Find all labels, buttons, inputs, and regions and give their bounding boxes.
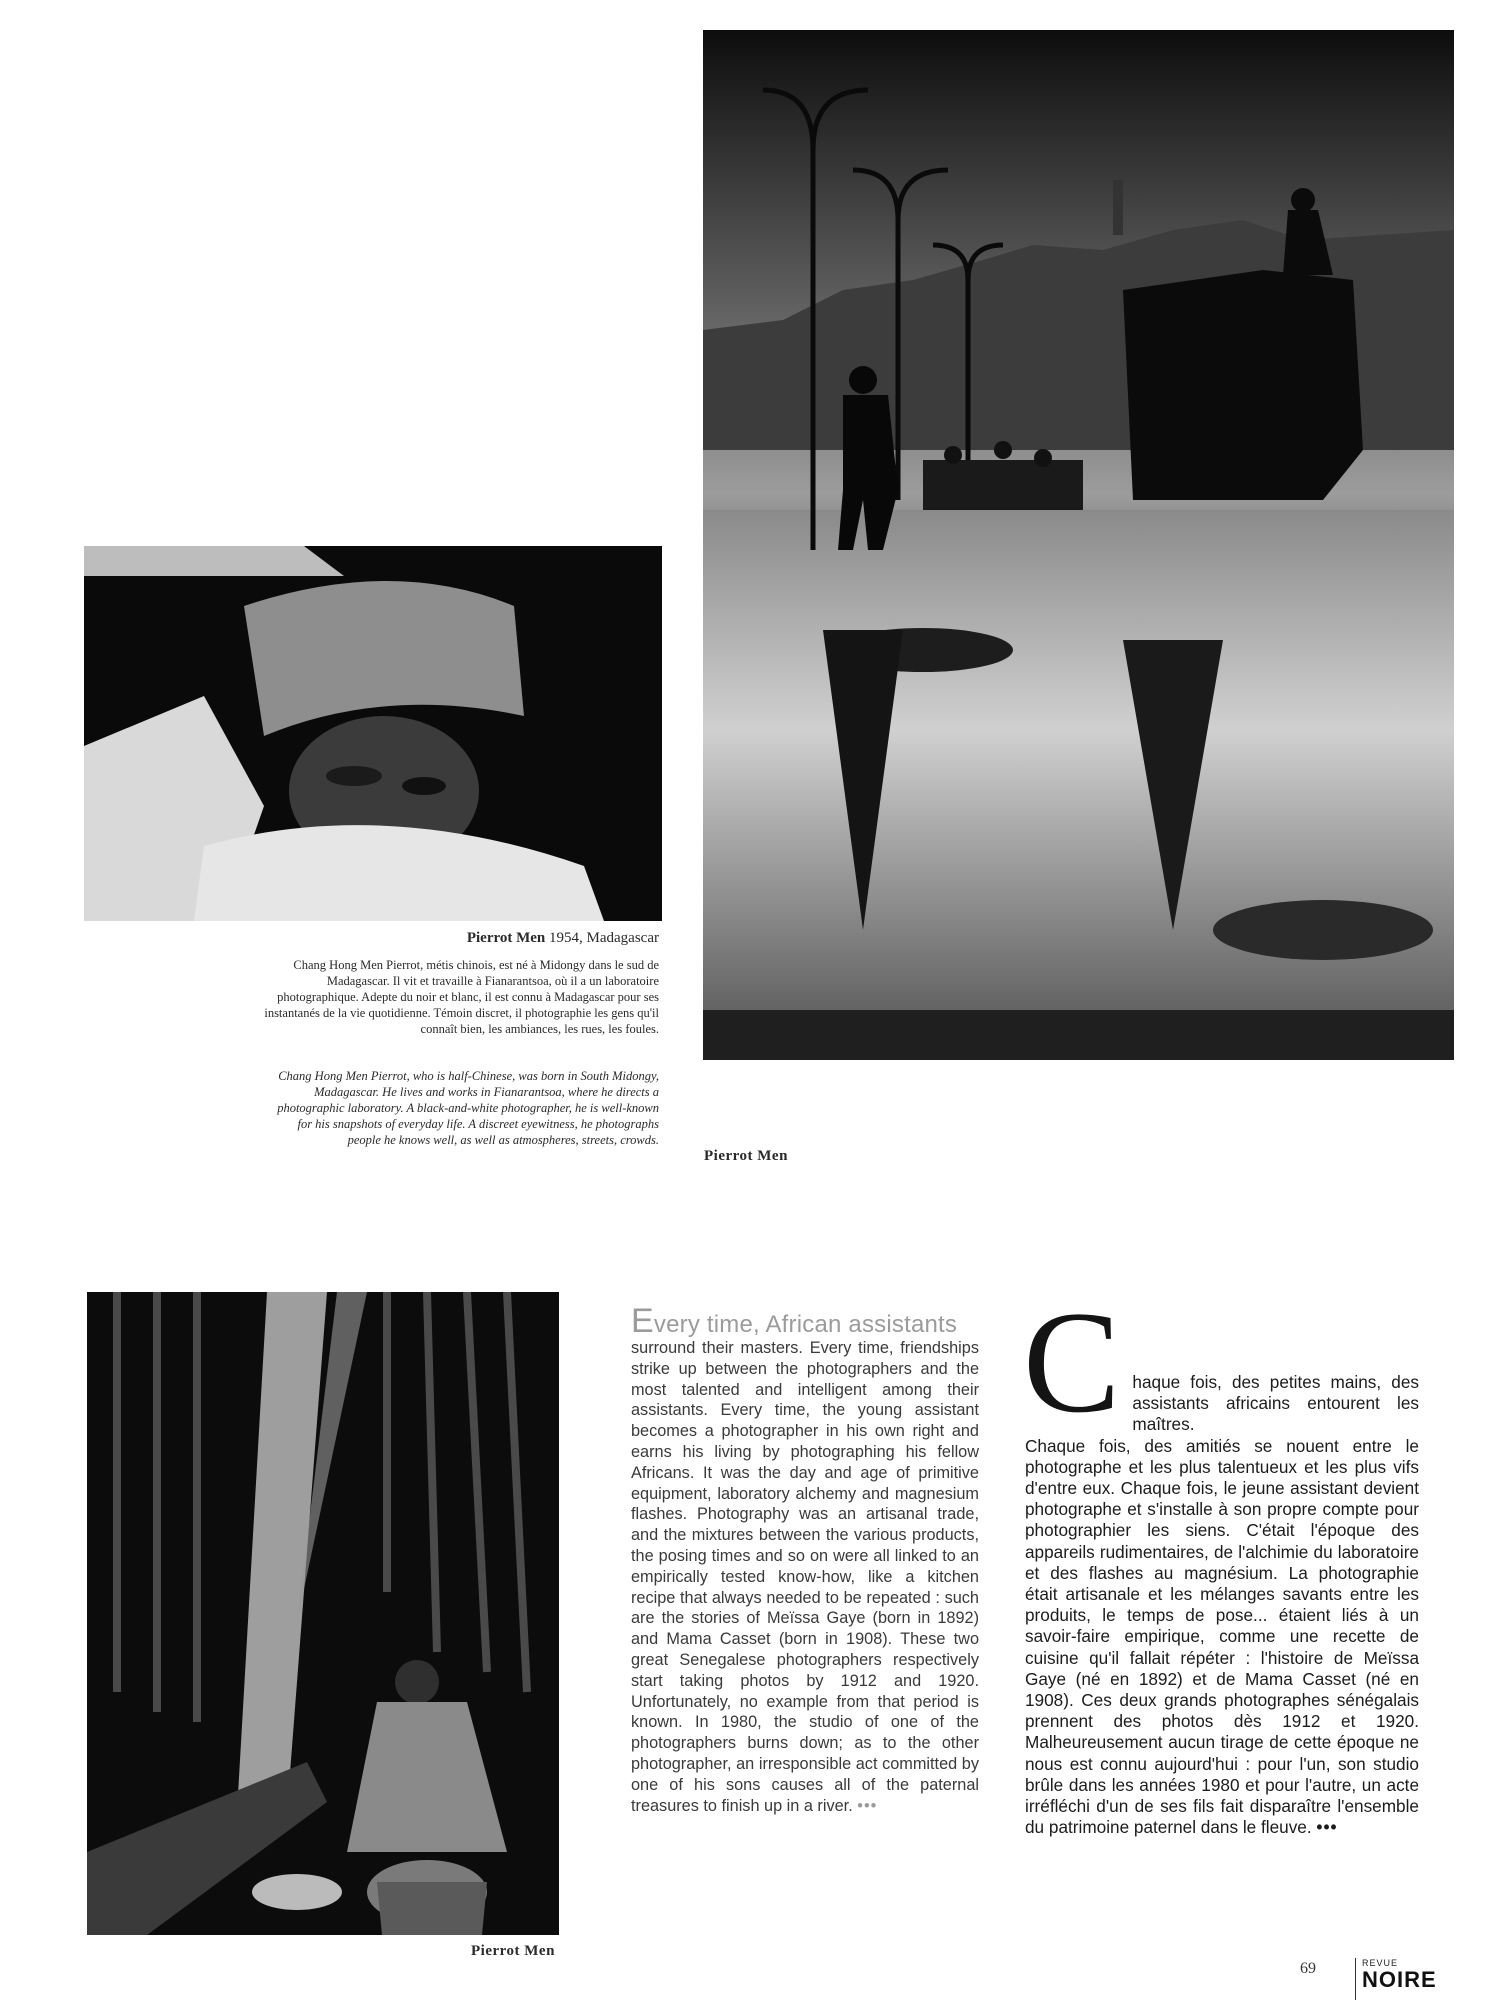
article-french-drop-cap: C [1023, 1281, 1121, 1443]
street-photo [703, 30, 1454, 1060]
portrait-photo [84, 546, 662, 921]
portrait-caption-french: Chang Hong Men Pierrot, métis chinois, est né à Midongy dans le sud de Madagascar. Il vit et travaille à Fianarantsoa, où il a un laboratoire photographique. Adepte du noir et blanc, il est connu à Madagascar pour ses instantanés de la vie quotidienne. Témoin discret, il photographie les gens qu'il connaît bien, les ambiances, les rues, les foules. [264, 958, 659, 1036]
kitchen-photo-image [87, 1292, 559, 1935]
kitchen-photo-credit: Pierrot Men [471, 1943, 555, 1959]
portrait-caption-title [262, 930, 659, 947]
street-photo-image [703, 30, 1454, 1060]
kitchen-photo [87, 1292, 559, 1935]
article-english-body: surround their masters. Every time, friendships strike up between the photographers and the most talented and intelligent among their assistants. Every time, the young assistant becomes a photographer in his own right and earns his living by photographing his fellow Africans. It was the day and age of primitive equipment, laboratory alchemy and magnesium flashes. Photography was an artisanal trade, and the mixtures between the various products, the posing times and so on were all linked to an empirically tested know-how, like a kitchen recipe that always needed to be repeated : such are the stories of Meïssa Gaye (born in 1892) and Mama Casset (born in 1908). These two great Senegalese photographers respectively start taking photos by 1912 and 1920. Unfortunately, no example from that period is known. In 1980, the studio of one of the photographers burns down; as to the other photographer, an irresponsible act committed by one of his sons causes all of the paternal treasures to finish up in a river. [631, 1339, 979, 1815]
caption-photographer-name: Pierrot Men [466, 930, 546, 946]
caption-meta: 1954, Madagascar [549, 930, 659, 946]
portrait-photo-image [84, 546, 662, 921]
magazine-brand [1355, 1958, 1437, 2000]
street-photo-credit: Pierrot Men [704, 1148, 788, 1164]
brand-top: REVUE [1362, 1958, 1399, 1968]
article-english-lead-initial: E [631, 1302, 654, 1340]
article-english-lead [631, 1302, 979, 1340]
article-english-lead-rest: very time, African assistants [653, 1311, 958, 1338]
article-french [1023, 1281, 1419, 1838]
portrait-caption-english: Chang Hong Men Pierrot, who is half-Chinese, was born in South Midongy, Madagascar. He lives and works in Fianarantsoa, where he directs a photographic laboratory. A black-and-white photographer, he is well-known for his snapshots of everyday life. A discreet eyewitness, he photographs people he knows well, as well as atmospheres, streets, crowds. [277, 1069, 659, 1147]
page-number: 69 [1300, 1960, 1316, 1977]
article-english-end-mark: ••• [857, 1796, 878, 1815]
article-french-first-lines: haque fois, des petites mains, des assistants africains entourent les maîtres. [1132, 1372, 1419, 1435]
article-french-end-mark: ••• [1316, 1817, 1338, 1838]
brand-main: NOIRE [1362, 1967, 1437, 1992]
article-french-body: Chaque fois, des amitiés se nouent entre le photographe et les plus talentueux et les plus vifs d'entre eux. Chaque fois, le jeune assistant devient photographe et s'installe à son propre compte pour photographier les siens. C'était l'époque des appareils rudimentaires, de l'alchimie du laboratoire et des flashes au magnésium. La photographie était artisanale et les mélanges savants entre les produits, le temps de pose... étaient liés à un savoir-faire empirique, comme une recette de cuisine qu'il fallait répéter : l'histoire de Meïssa Gaye (né en 1892) et de Mama Casset (né en 1908). Ces deux grands photographes sénégalais prennent des photos dès 1912 et 1920. Malheureusement aucun tirage de cette époque ne nous est connu aujourd'hui : pour l'un, son studio brûle dans les années 1980 et pour l'autre, un acte irréfléchi d'un de ses fils fait disparaître l'ensemble du patrimoine paternel dans le fleuve. [1025, 1435, 1419, 1838]
article-english [631, 1302, 979, 1816]
